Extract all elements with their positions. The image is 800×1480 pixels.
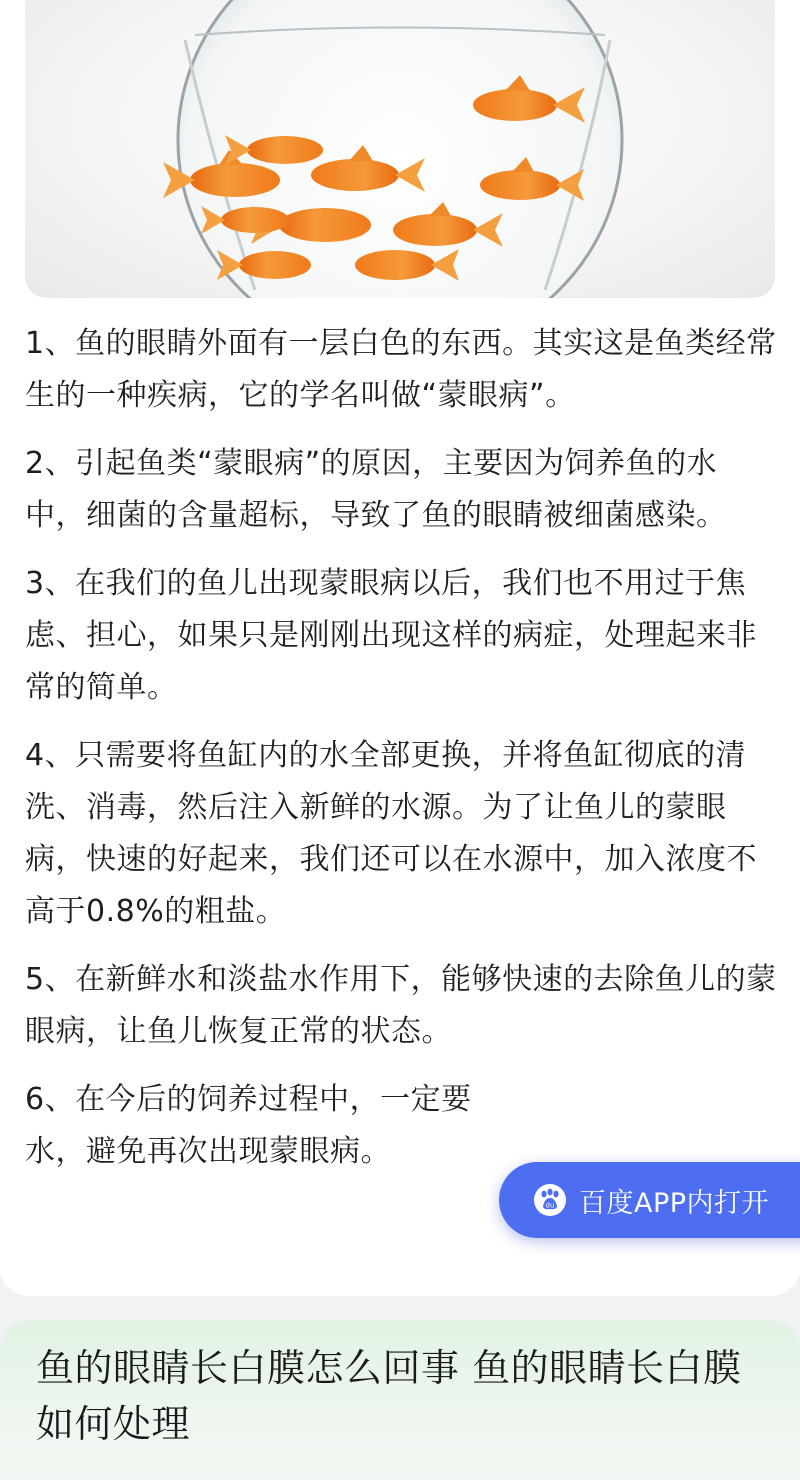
article-paragraph-4: 4、只需要将鱼缸内的水全部更换，并将鱼缸彻底的清洗、消毒，然后注入新鲜的水源。为了让鱼儿的蒙眼病，快速的好起来，我们还可以在水源中，加入浓度不高于0.8%的粗盐。 — [25, 738, 757, 929]
goldfish-bowl-illustration — [25, 0, 775, 298]
goldfish-bowl-image — [25, 0, 775, 298]
svg-text:du: du — [545, 1201, 555, 1210]
open-in-baidu-app-button[interactable] — [499, 1162, 800, 1238]
article-paragraph-1: 1、鱼的眼睛外面有一层白色的东西。其实这是鱼类经常生的一种疾病，它的学名叫做“蒙眼病”。 — [25, 326, 777, 413]
related-article-title[interactable]: 鱼的眼睛长白膜怎么回事 鱼的眼睛长白膜如何处理 — [36, 1346, 742, 1446]
article-paragraph-3: 3、在我们的鱼儿出现蒙眼病以后，我们也不用过于焦虑、担心，如果只是刚刚出现这样的病症，处理起来非常的简单。 — [25, 566, 757, 705]
open-in-app-label: 百度APP内打开 — [579, 1187, 770, 1219]
article-paragraph-5: 5、在新鲜水和淡盐水作用下，能够快速的去除鱼儿的蒙眼病，让鱼儿恢复正常的状态。 — [25, 962, 777, 1049]
baidu-paw-icon — [533, 1183, 567, 1217]
related-article-card[interactable] — [0, 1320, 800, 1480]
article-paragraph-6: 6、在今后的饲养过程中，一定要 水，避免再次出现蒙眼病。 — [25, 1082, 472, 1169]
article-paragraph-2: 2、引起鱼类“蒙眼病”的原因，主要因为饲养鱼的水中，细菌的含量超标，导致了鱼的眼睛被细菌感染。 — [25, 446, 727, 533]
article-body — [25, 318, 777, 1194]
